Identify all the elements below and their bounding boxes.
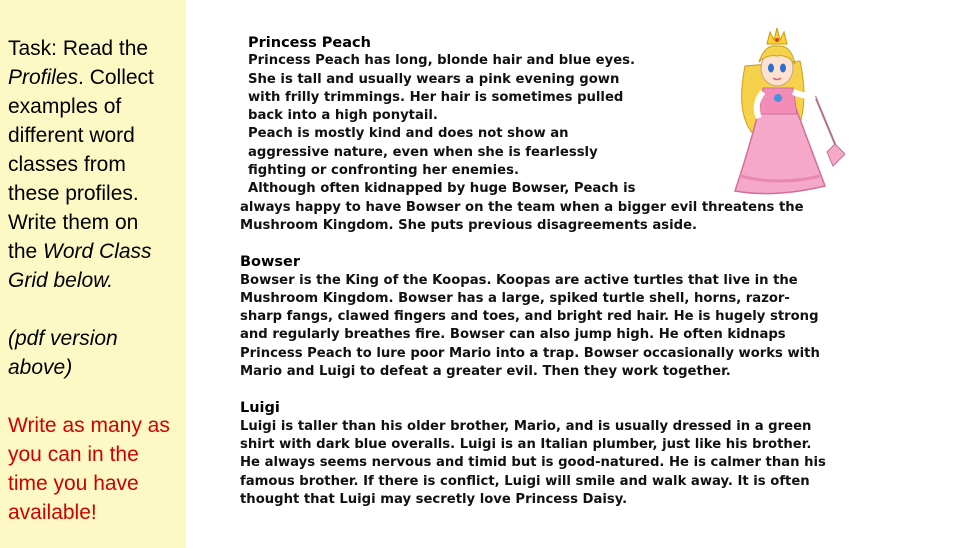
text-line: Mushroom Kingdom. She puts previous disagreements aside. <box>240 217 698 233</box>
instruction-line: available! <box>8 501 97 524</box>
bowser-title: Bowser <box>240 254 301 271</box>
task-line: Write them on <box>8 211 139 234</box>
text-line: Although often kidnapped by huge Bowser, Peach is <box>248 181 636 197</box>
profiles-word: Profiles <box>8 66 79 89</box>
text-line: Bowser is the King of the Koopas. Koopas are active turtles that live in the <box>240 272 798 288</box>
task-line <box>8 237 186 266</box>
text-line: She is tall and usually wears a pink evening gown <box>248 71 620 87</box>
text-line: He always seems nervous and timid but is good-natured. He is calmer than his <box>240 455 826 471</box>
text-line: Mario and Luigi to defeat a greater evil. Then they work together. <box>240 364 731 380</box>
task-panel <box>0 0 186 548</box>
task-line: these profiles. <box>8 182 139 205</box>
text-line: back into a high ponytail. <box>248 108 438 124</box>
task-line <box>8 63 186 92</box>
pdf-note <box>8 324 186 353</box>
pdf-note <box>8 353 186 382</box>
text-line: Princess Peach has long, blonde hair and blue eyes. <box>248 53 636 69</box>
text-line: Luigi is taller than his older brother, Mario, and is usually dressed in a green <box>240 418 812 434</box>
grid-below-term: Grid below. <box>8 269 114 292</box>
luigi-title: Luigi <box>240 400 280 417</box>
task-text: . Collect <box>78 66 154 89</box>
task-line: different word <box>8 124 135 147</box>
text-line: Princess Peach to lure poor Mario into a trap. Bowser occasionally works with <box>240 345 820 361</box>
task-line: Task: Read the <box>8 37 149 60</box>
text-line: sharp fangs, clawed fingers and toes, and bright red hair. He is hugely strong <box>240 309 819 325</box>
peach-text <box>240 52 940 198</box>
peach-title: Princess Peach <box>248 35 371 51</box>
text-line: fighting or confronting her enemies. <box>248 163 519 179</box>
pdf-note-text: (pdf version <box>8 327 118 350</box>
text-line: famous brother. If there is conflict, Luigi will smile and walk away. It is often <box>240 473 810 489</box>
word-class-term: Word Class <box>43 240 152 263</box>
peach-profile <box>240 34 940 235</box>
text-line: aggressive nature, even when she is fearlessly <box>248 144 598 160</box>
text-line: and regularly breathes fire. Bowser can also jump high. He often kidnaps <box>240 327 786 343</box>
text-line: Mushroom Kingdom. Bowser has a large, spiked turtle shell, horns, razor- <box>240 290 790 306</box>
text-line: with frilly trimmings. Her hair is sometimes pulled <box>248 89 624 105</box>
text-line: thought that Luigi may secretly love Princess Daisy. <box>240 491 628 507</box>
profiles-content <box>240 34 940 527</box>
bowser-profile <box>240 253 940 381</box>
text-line: Peach is mostly kind and does not show an <box>248 126 569 142</box>
text-line: always happy to have Bowser on the team when a bigger evil threatens the <box>240 199 804 215</box>
instruction-line: you can in the <box>8 443 139 466</box>
luigi-profile <box>240 399 940 509</box>
text-line: shirt with dark blue overalls. Luigi is an Italian plumber, just like his brother. <box>240 436 812 452</box>
task-line <box>8 266 186 295</box>
task-text: the <box>8 240 44 263</box>
task-line: classes from <box>8 153 126 176</box>
task-line: examples of <box>8 95 122 118</box>
instruction-line: Write as many as <box>8 414 170 437</box>
instruction-line: time you have <box>8 472 139 495</box>
pdf-note-text: above) <box>8 356 73 379</box>
